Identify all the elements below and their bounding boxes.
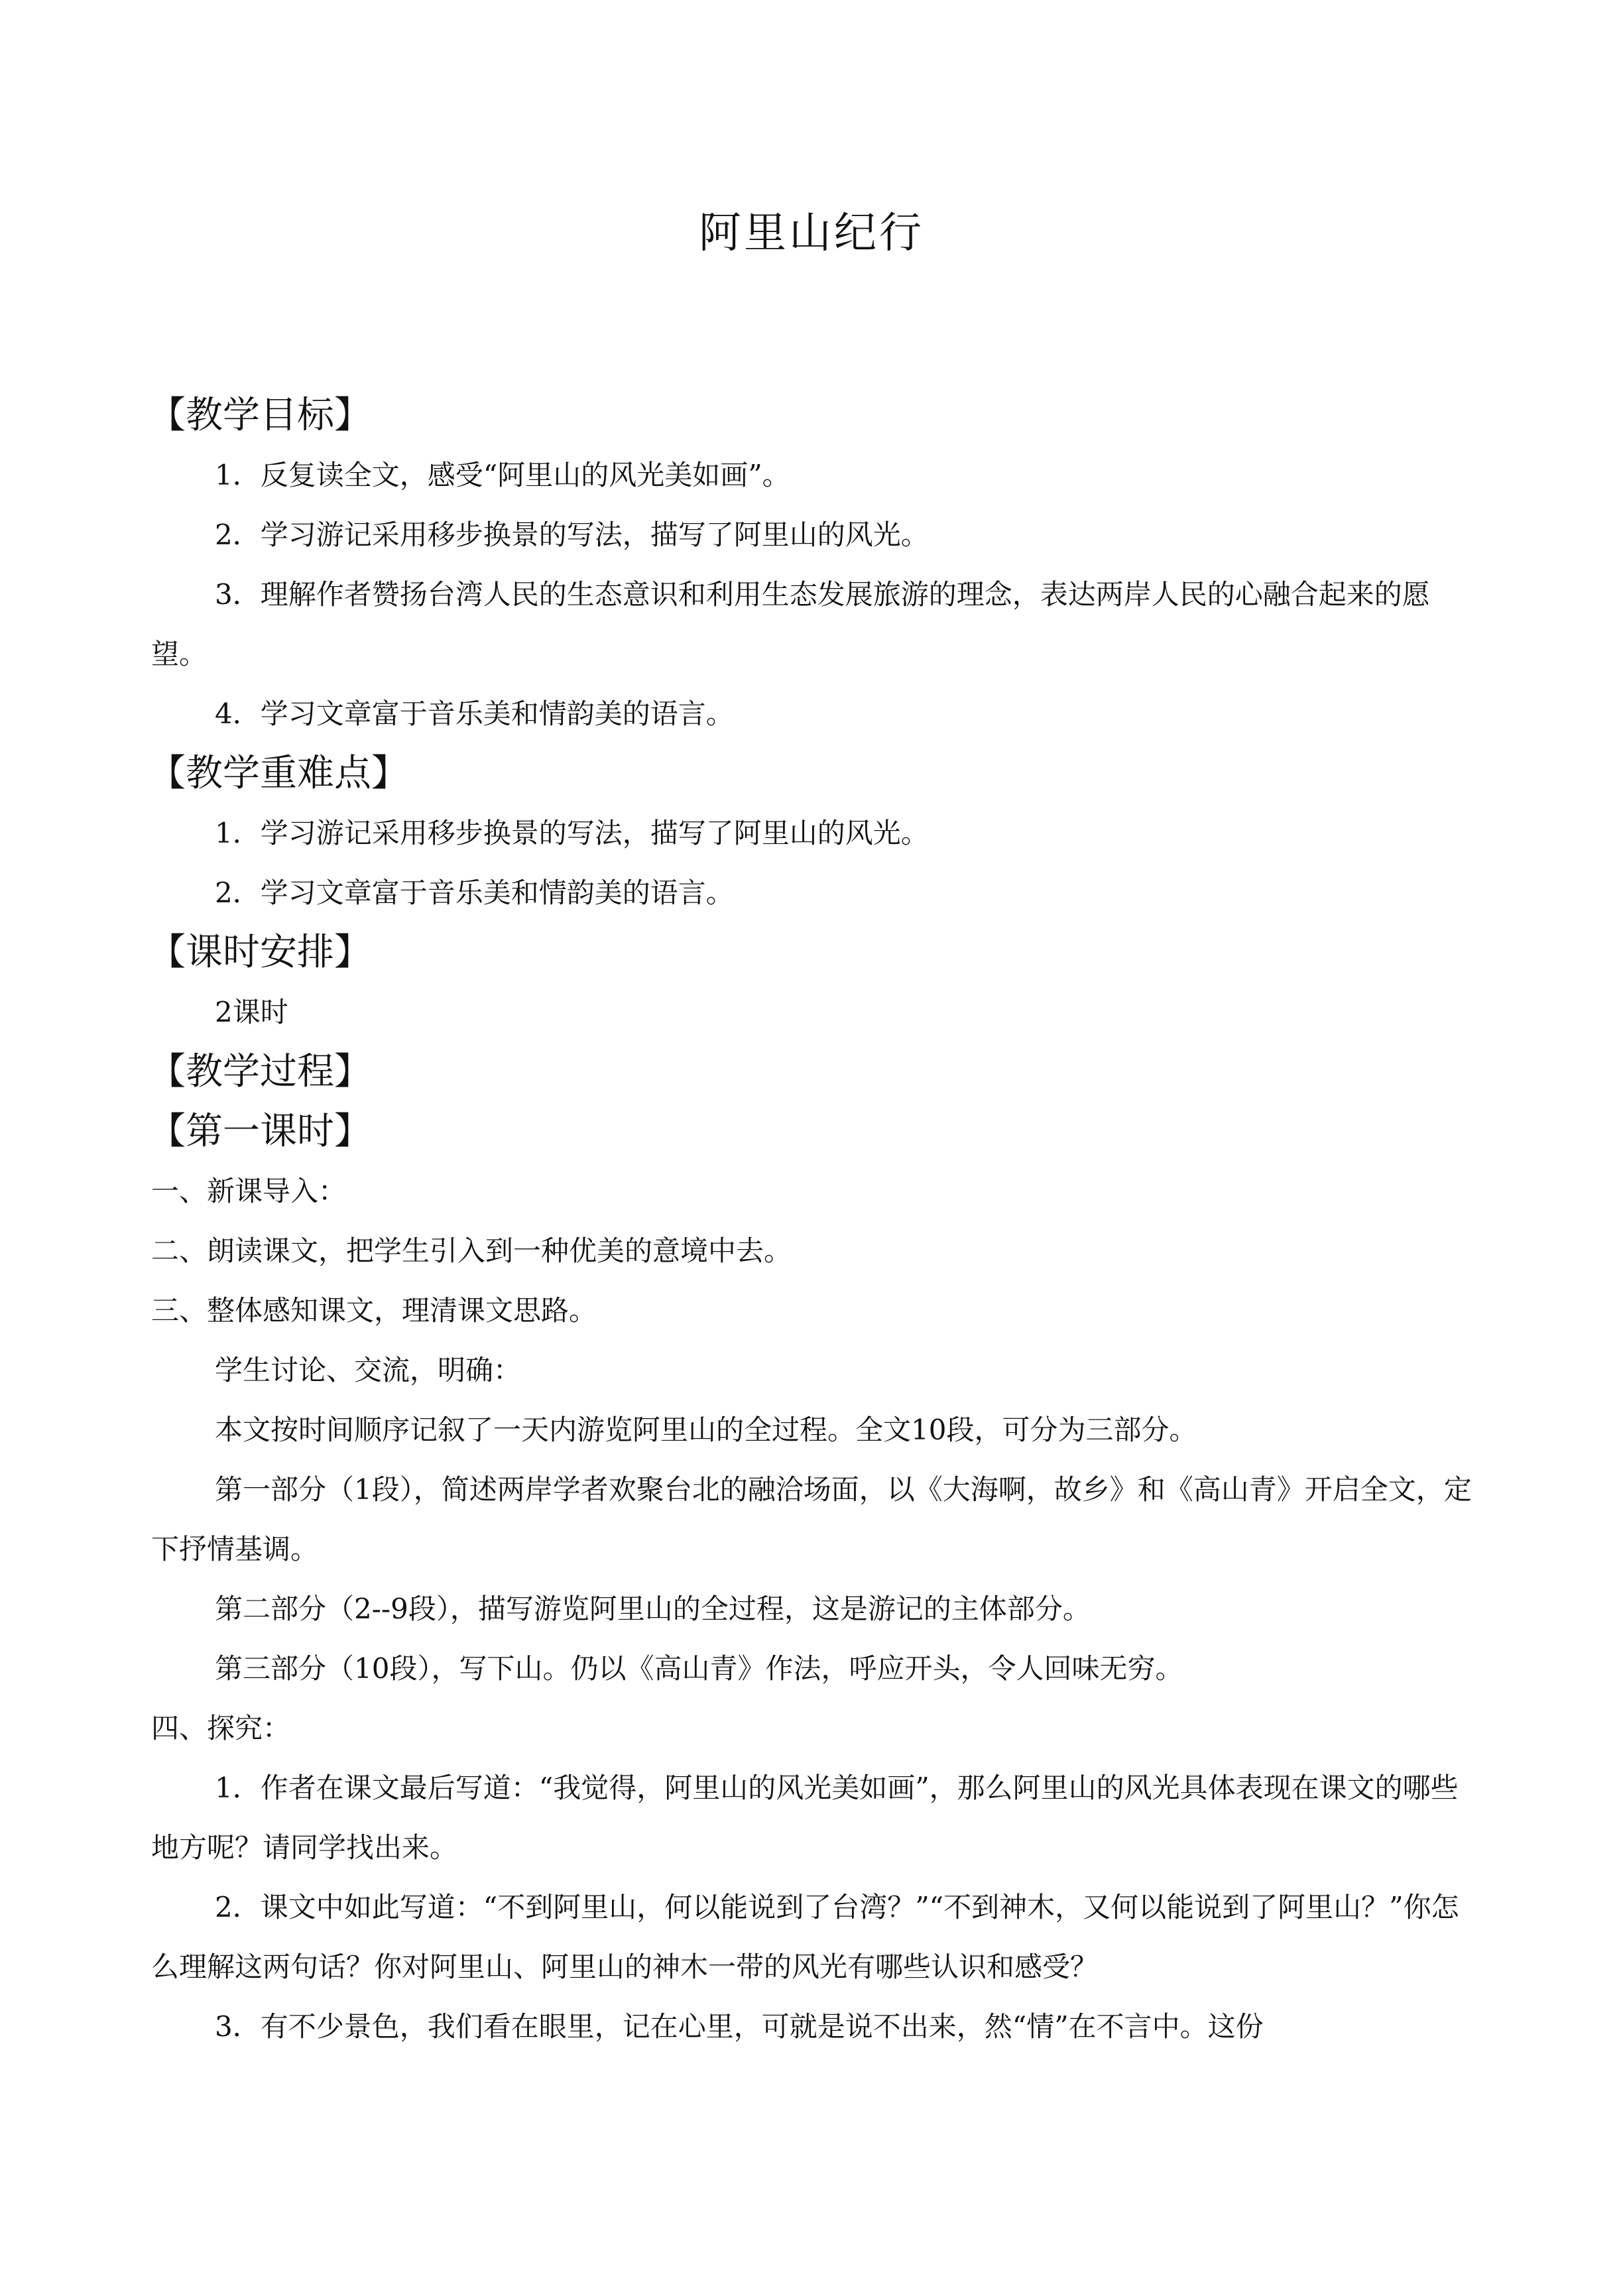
structure-part-1: 第一部分（1段），简述两岸学者欢聚台北的融洽场面，以《大海啊，故乡》和《高山青》开启全文，定下抒情基调。 (151, 1473, 1472, 1565)
discussion-note: 学生讨论、交流，明确： (215, 1354, 522, 1386)
step-reading: 二、朗读课文，把学生引入到一种优美的意境中去。 (151, 1235, 792, 1267)
key-point-item-2: 2．学习文章富于音乐美和情韵美的语言。 (215, 876, 734, 909)
section-heading-objectives: 【教学目标】 (149, 394, 371, 437)
section-heading-schedule: 【课时安排】 (149, 931, 371, 974)
objective-item-3: 3．理解作者赞扬台湾人民的生态意识和利用生态发展旅游的理念，表达两岸人民的心融合起来的愿望。 (151, 578, 1430, 670)
section-heading-key-points: 【教学重难点】 (149, 752, 408, 795)
objective-item-1: 1．反复读全文，感受“阿里山的风光美如画”。 (215, 459, 790, 491)
objective-item-2: 2．学习游记采用移步换景的写法，描写了阿里山的风光。 (215, 518, 929, 551)
explore-question-1: 1．作者在课文最后写道：“我觉得，阿里山的风光美如画”，那么阿里山的风光具体表现在课文的哪些地方呢？请同学找出来。 (151, 1772, 1459, 1864)
explore-question-3: 3．有不少景色，我们看在眼里，记在心里，可就是说不出来，然“情”在不言中。这份 (215, 2010, 1264, 2043)
section-heading-first-lesson: 【第一课时】 (149, 1110, 371, 1153)
objective-item-4: 4．学习文章富于音乐美和情韵美的语言。 (215, 697, 734, 730)
explore-question-2: 2．课文中如此写道：“不到阿里山，何以能说到了台湾？”“不到神木，又何以能说到了阿里山？”你怎么理解这两句话？你对阿里山、阿里山的神木一带的风光有哪些认识和感受？ (151, 1891, 1459, 1983)
structure-part-3: 第三部分（10段），写下山。仍以《高山青》作法，呼应开头，令人回味无穷。 (215, 1652, 1183, 1685)
key-point-item-1: 1．学习游记采用移步换景的写法，描写了阿里山的风光。 (215, 817, 929, 849)
structure-part-2: 第二部分（2--9段），描写游览阿里山的全过程，这是游记的主体部分。 (215, 1593, 1091, 1625)
schedule-text: 2课时 (215, 996, 288, 1028)
document-title: 阿里山纪行 (699, 209, 924, 258)
step-explore: 四、探究： (151, 1712, 291, 1744)
section-heading-process: 【教学过程】 (149, 1050, 371, 1093)
step-overview: 三、整体感知课文，理清课文思路。 (151, 1294, 597, 1327)
structure-summary: 本文按时间顺序记叙了一天内游览阿里山的全过程。全文10段，可分为三部分。 (215, 1414, 1197, 1446)
document-body (151, 386, 1477, 2057)
step-intro: 一、新课导入： (151, 1175, 347, 1207)
